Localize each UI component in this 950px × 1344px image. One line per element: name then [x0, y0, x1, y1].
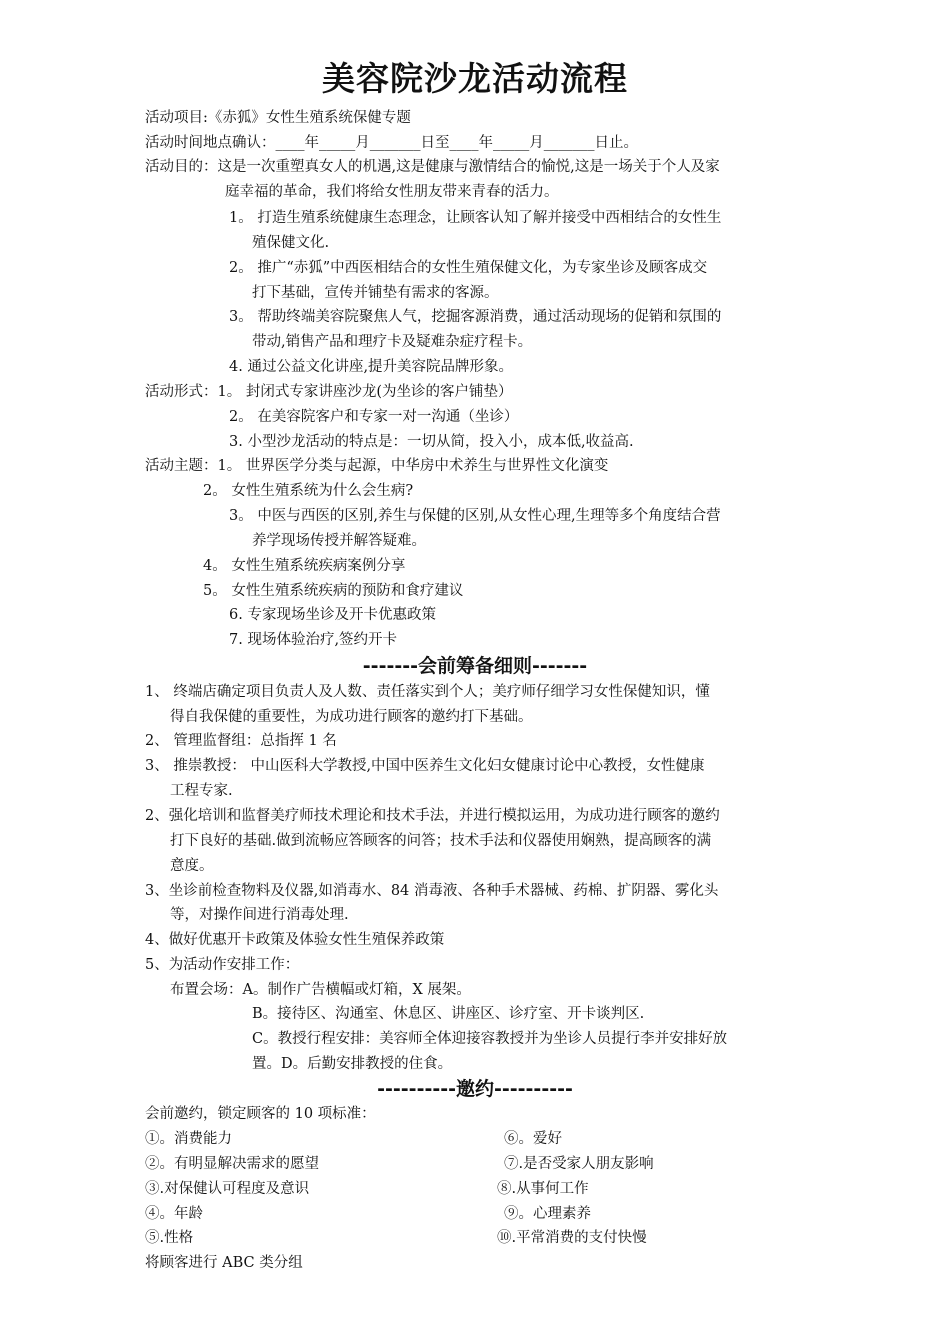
- theme-1: 活动主题：1。 世界医学分类与起源，中华房中术养生与世界性文化演变: [145, 458, 609, 474]
- theme-4: 4。 女性生殖系统疾病案例分享: [203, 558, 406, 574]
- goal-1-line-2: 殖保健文化.: [252, 235, 330, 251]
- activity-purpose-line-2: 庭幸福的革命，我们将给女性朋友带来青春的活力。: [225, 184, 559, 200]
- prep-item-6: 4、做好优惠开卡政策及体验女性生殖保养政策: [145, 932, 445, 948]
- venue-setup-c-line-1: C。教授行程安排：美容师全体迎接容教授并为坐诊人员提行李并安排好放: [252, 1031, 728, 1047]
- criterion-4: ④。年龄: [145, 1206, 203, 1222]
- activity-form-3: 3. 小型沙龙活动的特点是：一切从简，投入小，成本低,收益高.: [229, 434, 634, 450]
- goal-2-line-2: 打下基础，宣传并铺垫有需求的客源。: [252, 285, 499, 301]
- theme-2: 2。 女性生殖系统为什么会生病?: [203, 483, 414, 499]
- activity-form-1: 活动形式：1。 封闭式专家讲座沙龙(为坐诊的客户铺垫）: [145, 384, 513, 400]
- prep-item-3-line-1: 3、 推崇教授： 中山医科大学教授,中国中医养生文化妇女健康讨论中心教授，女性健康: [145, 758, 705, 774]
- criterion-8: ⑧.从事何工作: [497, 1181, 589, 1197]
- goal-4: 4. 通过公益文化讲座,提升美容院品牌形象。: [229, 359, 514, 375]
- criterion-9: ⑨。心理素养: [504, 1206, 591, 1222]
- theme-5: 5。 女性生殖系统疾病的预防和食疗建议: [203, 583, 464, 599]
- prep-item-1-line-2: 得自我保健的重要性，为成功进行顾客的邀约打下基础。: [170, 709, 533, 725]
- criterion-3: ③.对保健认可程度及意识: [145, 1181, 310, 1197]
- goal-3-line-2: 带动,销售产品和理疗卡及疑难杂症疗程卡。: [252, 334, 533, 350]
- activity-time-location: 活动时间地点确认：____年_____月_______日至____年_____月_______日止。: [145, 135, 638, 151]
- prep-item-5-line-2: 等，对操作间进行消毒处理.: [170, 907, 349, 923]
- activity-purpose-line-1: 活动目的：这是一次重塑真女人的机遇,这是健康与激情结合的愉悦,这是一场关于个人及家: [145, 159, 720, 175]
- prep-item-7: 5、为活动作安排工作：: [145, 957, 300, 973]
- prep-item-2: 2、 管理监督组：总指挥 1 名: [145, 733, 337, 749]
- activity-project: 活动项目:《赤狐》女性生殖系统保健专题: [145, 110, 411, 126]
- prep-item-4-line-1: 2、强化培训和监督美疗师技术理论和技术手法，并进行模拟运用，为成功进行顾客的邀约: [145, 808, 720, 824]
- invite-intro: 会前邀约，锁定顾客的 10 项标准：: [145, 1106, 376, 1122]
- criterion-2: ②。有明显解决需求的愿望: [145, 1156, 319, 1172]
- goal-1-line-1: 1。 打造生殖系统健康生态理念，让顾客认知了解并接受中西相结合的女性生: [229, 210, 722, 226]
- prep-item-1-line-1: 1、 终端店确定项目负责人及人数、责任落实到个人；美疗师仔细学习女性保健知识，懂: [145, 684, 710, 700]
- criterion-5: ⑤.性格: [145, 1230, 194, 1246]
- invite-section-heading: ----------邀约----------: [377, 1078, 573, 1100]
- activity-form-2: 2。 在美容院客户和专家一对一沟通（坐诊）: [229, 409, 519, 425]
- theme-6: 6. 专家现场坐诊及开卡优惠政策: [229, 607, 436, 623]
- goal-2-line-1: 2。 推广“赤狐”中西医相结合的女性生殖保健文化，为专家坐诊及顾客成交: [229, 260, 708, 276]
- prep-item-5-line-1: 3、坐诊前检查物料及仪器,如消毒水、84 消毒液、各种手术器械、药棉、扩阴器、雾化头: [145, 883, 719, 899]
- criterion-10: ⑩.平常消费的支付快慢: [497, 1230, 647, 1246]
- theme-3-line-1: 3。 中医与西医的区别,养生与保健的区别,从女性心理,生理等多个角度结合营: [229, 508, 721, 524]
- venue-setup-a: 布置会场：A。制作广告横幅或灯箱，X 展架。: [170, 982, 471, 998]
- prep-item-3-line-2: 工程专家.: [170, 783, 233, 799]
- page-title: 美容院沙龙活动流程: [322, 59, 628, 98]
- invite-outro: 将顾客进行 ABC 类分组: [145, 1255, 303, 1271]
- prep-section-heading: -------会前筹备细则-------: [362, 655, 588, 677]
- prep-item-4-line-3: 意度。: [170, 858, 214, 874]
- venue-setup-c-line-2: 置。D。后勤安排教授的住食。: [252, 1056, 453, 1072]
- goal-3-line-1: 3。 帮助终端美容院聚焦人气，挖掘客源消费，通过活动现场的促销和氛围的: [229, 309, 722, 325]
- theme-7: 7. 现场体验治疗,签约开卡: [229, 632, 398, 648]
- criterion-1: ①。消费能力: [145, 1131, 232, 1147]
- theme-3-line-2: 养学现场传授并解答疑难。: [252, 533, 426, 549]
- criterion-6: ⑥。爱好: [504, 1131, 562, 1147]
- venue-setup-b: B。接待区、沟通室、休息区、讲座区、诊疗室、开卡谈判区.: [252, 1006, 645, 1022]
- criterion-7: ⑦.是否受家人朋友影响: [504, 1156, 654, 1172]
- prep-item-4-line-2: 打下良好的基础.做到流畅应答顾客的问答；技术手法和仪器使用娴熟，提高顾客的满: [170, 833, 712, 849]
